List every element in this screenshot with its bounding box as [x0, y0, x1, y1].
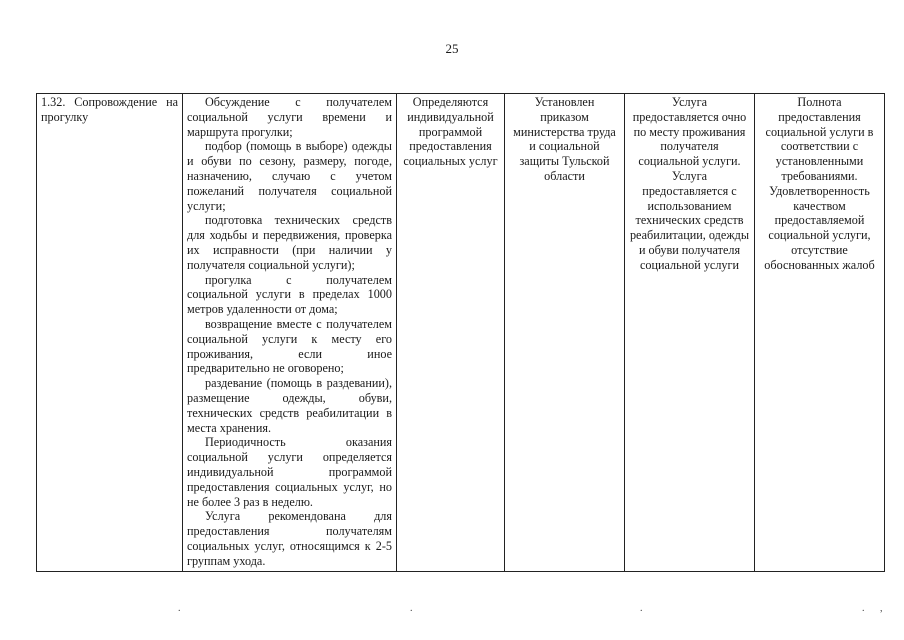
scan-mark: . — [862, 603, 865, 614]
service-name-cell — [37, 94, 183, 572]
content-paragraph: Периодичность оказания социальной услуги определяется индивидуальной программой предоставления социальных услуг, но не более 3 раз в неделю. — [187, 435, 392, 509]
scan-mark: . — [640, 603, 643, 614]
content-paragraph: возвращение вместе с получателем социальной услуги к месту его проживания, если иное предварительно не оговорено; — [187, 316, 392, 376]
service-tariff-cell — [505, 94, 625, 572]
content-paragraph: Услуга рекомендована для предоставления получателям социальных услуг, относящимся к 2-5 группам ухода. — [187, 509, 392, 568]
quality-text: Удовлетворенность качеством предоставляемой социальной услуги, отсутствие обоснованных жалоб — [764, 183, 875, 272]
service-content-cell — [183, 94, 397, 572]
content-paragraph: Обсуждение с получателем социальной услуги времени и маршрута прогулки; — [187, 95, 392, 139]
page-number: 25 — [445, 41, 459, 56]
service-volume: Определяются индивидуальной программой предоставления социальных услуг — [403, 95, 498, 169]
table-row — [37, 94, 885, 572]
service-volume-cell — [397, 94, 505, 572]
condition-text: Услуга предоставляется с использованием технических средств реабилитации, одежды и обуви получателя социальной услуги — [629, 168, 750, 272]
service-name: 1.32. Сопровождение на прогулку — [41, 95, 178, 124]
service-tariff: Установлен приказом министерства труда и социальной защиты Тульской области — [513, 95, 616, 183]
content-paragraph: подбор (помощь в выборе) одежды и обуви по сезону, размеру, погоде, назначению, случаю с учетом пожеланий получателя социальной услуги; — [187, 139, 392, 213]
scan-mark: , — [880, 603, 883, 614]
scan-mark: . — [178, 603, 181, 614]
service-conditions-cell — [625, 94, 755, 572]
content-paragraph: подготовка технических средств для ходьбы и передвижения, проверка их исправности (при наличии у получателя социальной услуги); — [187, 213, 392, 272]
scan-mark: . — [410, 603, 413, 614]
social-services-table — [36, 93, 885, 572]
content-paragraph: прогулка с получателем социальной услуги в пределах 1000 метров удаленности от дома; — [187, 272, 392, 317]
content-paragraph: раздевание (помощь в раздевании), размещение одежды, обуви, технических средств реабилитации в места хранения. — [187, 376, 392, 435]
condition-text: Услуга предоставляется очно по месту проживания получателя социальной услуги. — [632, 95, 747, 169]
service-quality-cell — [755, 94, 885, 572]
quality-text: Полнота предоставления социальной услуги в соответствии с установленными требованиями. — [765, 95, 874, 183]
